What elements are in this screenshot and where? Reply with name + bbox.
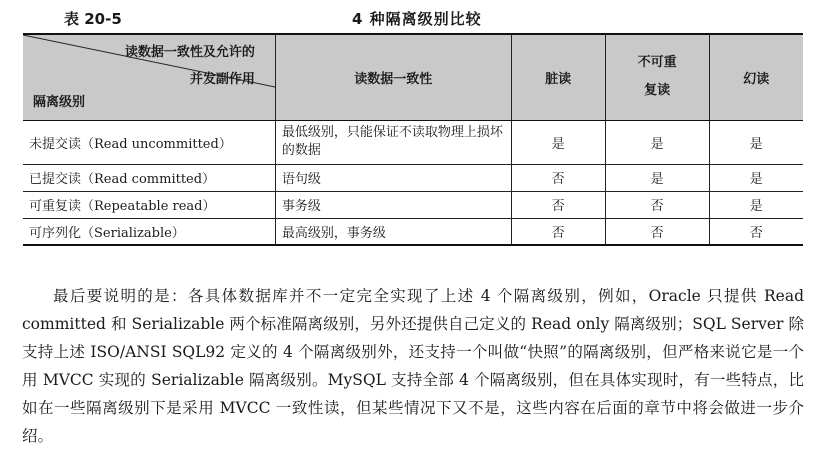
- cell-level: 可序列化（Serializable）: [23, 218, 275, 245]
- table-row: [23, 191, 803, 218]
- diagonal-header-cell: [23, 34, 275, 120]
- body-paragraph: 最后要说明的是：各具体数据库并不一定完全实现了上述 4 个隔离级别，例如，Oracle 只提供 Read committed 和 Serializable 两个标准隔离级别，另外还提供自己定义的 Read only 隔离级别；SQL Server 除支持上述 ISO/ANSI SQL92 定义的 4 个隔离级别外，还支持一个叫做“快照”的隔离级别，但严格来说它是一个用 MVCC 实现的 Serializable 隔离级别。MySQL 支持全部 4 个隔离级别，但在具体实现时，有一些特点，比如在一些隔离级别下是采用 MVCC 一致性读，但某些情况下又不是，这些内容在后面的章节中将会做进一步介绍。: [22, 286, 804, 445]
- table-header-row: [23, 34, 803, 120]
- header-consistency: 读数据一致性: [275, 34, 511, 120]
- diag-label-mid: 并发副作用: [189, 72, 255, 87]
- table-row: [23, 120, 803, 164]
- cell-level: 可重复读（Repeatable read）: [23, 191, 275, 218]
- diag-label-bottom: 隔离级别: [33, 94, 86, 110]
- cell-consistency: 事务级: [275, 191, 511, 218]
- header-nonrepeatable-line1: 不可重: [637, 55, 677, 71]
- header-phantom-read: 幻读: [709, 34, 803, 120]
- cell-nonrepeat: 是: [605, 164, 709, 191]
- cell-phantom: 是: [709, 120, 803, 164]
- table-number: 表 20-5: [64, 10, 122, 28]
- table-caption: [22, 6, 802, 30]
- header-nonrepeatable-read: [605, 34, 709, 120]
- table-row: [23, 164, 803, 191]
- cell-dirty: 否: [511, 191, 605, 218]
- cell-phantom: 是: [709, 164, 803, 191]
- cell-dirty: 是: [511, 120, 605, 164]
- cell-consistency: 最低级别，只能保证不读取物理上损坏的数据: [275, 120, 511, 164]
- cell-dirty: 否: [511, 218, 605, 245]
- cell-phantom: 否: [709, 218, 803, 245]
- cell-consistency: 最高级别，事务级: [275, 218, 511, 245]
- header-nonrepeatable-line2: 复读: [644, 83, 671, 99]
- cell-level: 已提交读（Read committed）: [23, 164, 275, 191]
- cell-dirty: 否: [511, 164, 605, 191]
- cell-level: 未提交读（Read uncommitted）: [23, 120, 275, 164]
- table-title: 4 种隔离级别比较: [352, 10, 482, 28]
- header-dirty-read: 脏读: [511, 34, 605, 120]
- isolation-level-table: [23, 33, 803, 246]
- cell-nonrepeat: 否: [605, 218, 709, 245]
- cell-nonrepeat: 否: [605, 191, 709, 218]
- cell-phantom: 是: [709, 191, 803, 218]
- table-row: [23, 218, 803, 245]
- cell-nonrepeat: 是: [605, 120, 709, 164]
- diag-label-top: 读数据一致性及允许的: [124, 45, 255, 60]
- cell-consistency: 语句级: [275, 164, 511, 191]
